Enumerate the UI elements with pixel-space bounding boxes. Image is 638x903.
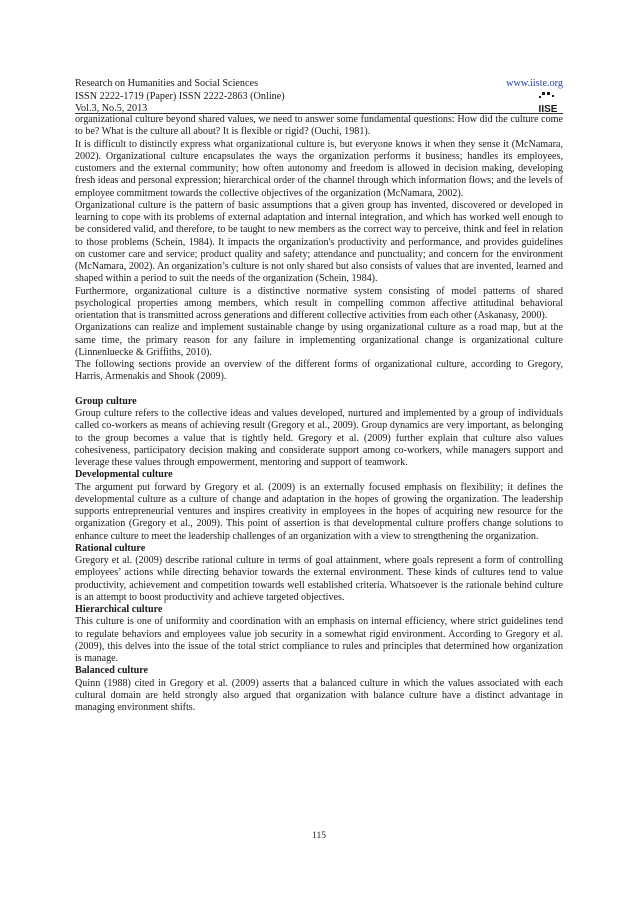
- section-heading-developmental: Developmental culture: [75, 469, 173, 481]
- section-heading-group: Group culture: [75, 395, 137, 407]
- spacer: [75, 384, 563, 396]
- section-heading-hierarchical: Hierarchical culture: [75, 604, 163, 615]
- section-heading-balanced: Balanced culture: [75, 665, 148, 677]
- section-text-group: Group culture refers to the collective ideas and values developed, nurtured and implemented by a group of individuals called co-workers as means of achieving result (Gregory et al., 2009). Group dynamics are very important, as belonging to the group becomes a value that is tightly held. Gregory et al. (2009) further explain that culture also values cohesiveness, participatory decision making and considerate support among co-workers, while managers support and leverage these values through empowerment, mentoring and support of teamwork.: [75, 408, 563, 468]
- paragraph: The following sections provide an overview of the different forms of organizational culture, according to Gregory, Harris, Armenakis and Shook (2009).: [75, 359, 563, 383]
- paragraph: Furthermore, organizational culture is a distinctive normative system consisting of model patterns of shared psychological properties among members, which result in compelling common affective attitudinal behavioral orientation that is transmitted across generations and different collective activities from each other (Askanasy, 2000).: [75, 285, 563, 321]
- section-text-hierarchical: This culture is one of uniformity and coordination with an emphasis on internal efficiency, where strict guidelines tend to regulate behaviors and employees value job security in a somewhat rigid environment. According to Gregory et al. (2009), this delves into the issue of the total strict compliance to rules and principles that determined how organization is manage.: [75, 616, 563, 664]
- iiste-logo: [537, 92, 559, 114]
- page-number: 115: [312, 831, 326, 841]
- paragraph: Organizations can realize and implement sustainable change by using organizational culture as a road map, but at the same time, the primary reason for any failure in implementing organizational change is organizational culture (Linnenluecke & Griffiths, 2010).: [75, 322, 563, 358]
- journal-title: Research on Humanities and Social Sciences: [75, 78, 259, 89]
- journal-issn: ISSN 2222-1719 (Paper) ISSN 2222-2863 (Online): [75, 90, 285, 102]
- logo-text: IISE: [538, 104, 558, 114]
- section-text-balanced: Quinn (1988) cited in Gregory et al. (2009) asserts that a balanced culture in which the values associated with each cultural domain are held strongly also argued that organization with balance culture have a distinct advantage in managing environment shifts.: [75, 677, 563, 713]
- section-heading-rational: Rational culture: [75, 542, 146, 554]
- journal-volume: Vol.3, No.5, 2013: [75, 103, 148, 115]
- journal-header: [75, 78, 563, 116]
- journal-url-link[interactable]: www.iiste.org: [506, 78, 563, 89]
- article-body: [75, 114, 563, 714]
- paragraph: Organizational culture is the pattern of basic assumptions that a given group has invented, discovered or developed in learning to cope with its problems of external adaptation and internal integration, and which has worked well enough to be considered valid, and therefore, to be taught to new members as the correct way to perceive, think and feel in relation to those problems (Schein, 1984). It impacts the organization's productivity and performance, and provides guidelines on customer care and service; product quality and safety; attendance and punctuality; and concern for the environment (McNamara, 2002). An organization’s culture is not only shared but also consists of values that are invented, learned and shaped within a period to suit the needs of the organization (Schein, 1984).: [75, 199, 563, 285]
- section-text-rational: Gregory et al. (2009) describe rational culture in terms of goal attainment, where goals represent a form of controlling employees’ actions while directing behavior towards the external environment. These kinds of cultures tend to value productivity, achievement and competition towards well established criteria. Whatsoever is the rationale behind culture is an attempt to boost productivity and achieve targeted objectives.: [75, 555, 563, 603]
- paragraph: organizational culture beyond shared values, we need to answer some fundamental questions: How did the culture come to be? What is the culture all about? It is flexible or rigid? (Ouchi, 1981).: [75, 114, 563, 138]
- section-text-developmental: The argument put forward by Gregory et al. (2009) is an externally focused emphasis on flexibility; it defines the developmental culture as a culture of change and adaptation in the hopes of growing the organization. The leadership supports entrepreneurial ventures and inspires creativity in employees in the hopes of acquiring new resource for the organization (Gregory et al., 2009). This point of assertion is that developmental culture proffers change solutions to enhance culture to meet the leadership challenges of an organization with a view to strengthening the organization.: [75, 481, 563, 542]
- paragraph: It is difficult to distinctly express what organizational culture is, but everyone knows it when they sense it (McNamara, 2002). Organizational culture encapsulates the ways the organization performs it business; handles its employees, customers and the external community; how often autonomy and freedom is allowed in decision making, developing fresh ideas and personal expression; hierarchical order of the channel through which information flows; and the levels of employee commitment towards the collective objectives of the organization (McNamara, 2002).: [75, 138, 563, 199]
